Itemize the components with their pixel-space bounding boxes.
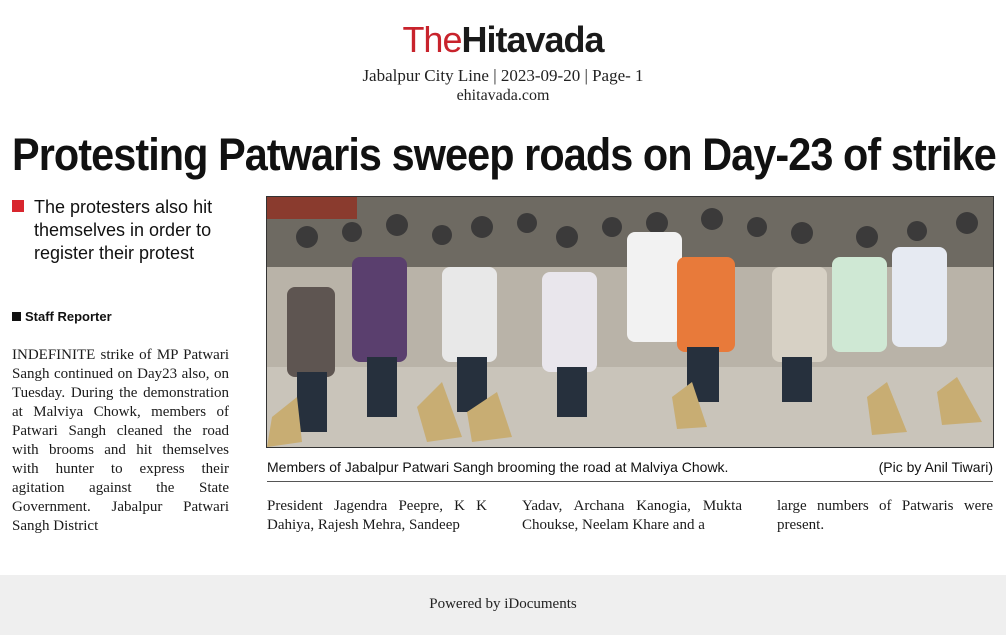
photo-credit: (Pic by Anil Tiwari) <box>878 459 993 475</box>
byline-text: Staff Reporter <box>25 309 112 324</box>
logo-prefix: The <box>402 19 462 60</box>
article-headline: Protesting Patwaris sweep roads on Day-23 of strike <box>12 129 996 180</box>
caption-text: Members of Jabalpur Patwari Sangh brooming the road at Malviya Chowk. <box>267 459 729 475</box>
caption-divider <box>267 481 993 482</box>
article-photo <box>266 196 994 448</box>
body-column-3: Yadav, Archana Kanogia, Mukta Choukse, Neelam Khare and a <box>522 498 742 533</box>
footer-bar <box>0 575 1006 635</box>
masthead-logo <box>0 20 1006 60</box>
black-square-bullet-icon <box>12 312 21 321</box>
strap-text: The protesters also hit themselves in order to register their protest <box>34 197 213 263</box>
protest-photo-illustration <box>267 197 993 447</box>
body-column-2: President Jagendra Peepre, K K Dahiya, Rajesh Mehra, Sandeep <box>267 498 487 533</box>
website-link[interactable]: ehitavada.com <box>456 87 550 104</box>
body-column-4: large numbers of Patwaris were present. <box>777 498 993 533</box>
body-column-1: INDEFINITE strike of MP Patwari Sangh continued on Day23 also, on Tuesday. During the demonstration at Malviya Chowk, members of Patwari Sangh cleaned the road with brooms and hit themselves with hunter to express their agitation against the State Government. Jabalpur Patwari Sangh District <box>12 347 229 534</box>
article-strap <box>12 196 232 265</box>
red-square-bullet-icon <box>12 200 24 212</box>
photo-caption <box>267 458 993 476</box>
logo-name: Hitavada <box>461 19 604 60</box>
powered-by-text: Powered by iDocuments <box>429 596 577 612</box>
byline <box>12 309 112 325</box>
edition-meta: Jabalpur City Line | 2023-09-20 | Page- 1 <box>362 66 644 85</box>
